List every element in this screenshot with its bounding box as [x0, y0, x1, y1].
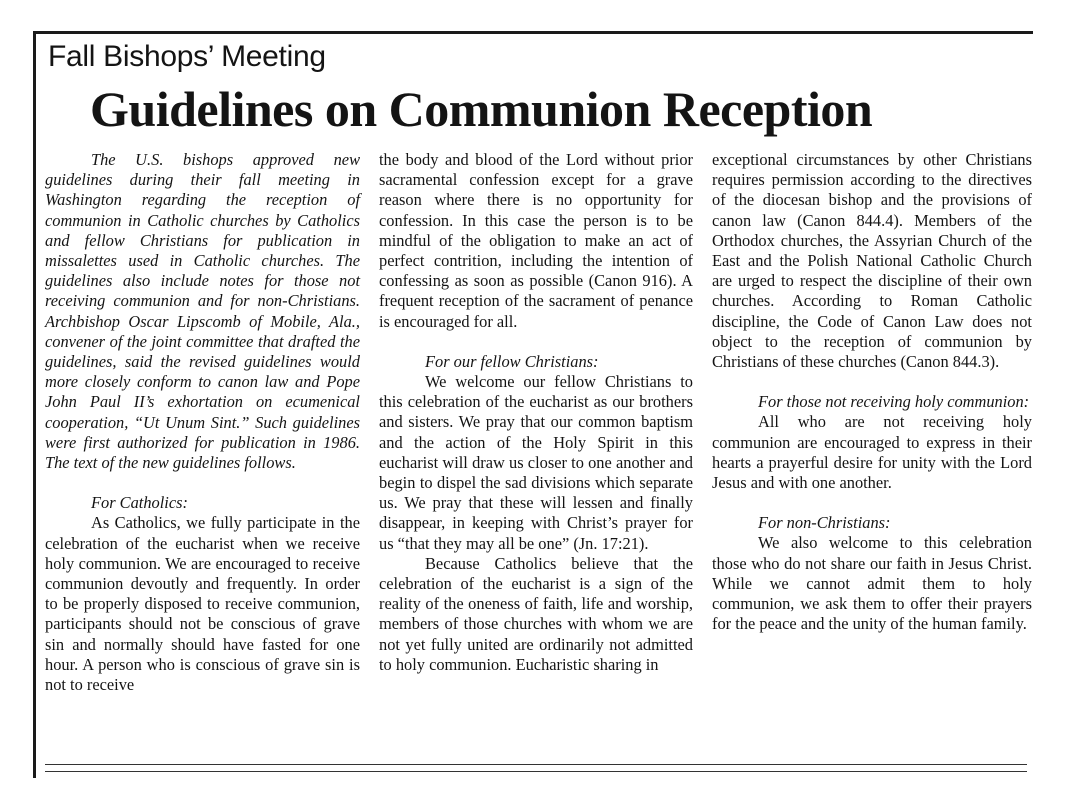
- section-heading-non-christians: For non-Christians:: [758, 513, 891, 533]
- column-3: [712, 150, 1032, 634]
- section-heading-fellow-christians: For our fellow Christians:: [425, 351, 599, 371]
- article-headline: Guidelines on Communion Reception: [90, 81, 873, 137]
- kicker-heading: Fall Bishops’ Meeting: [48, 40, 326, 73]
- top-border-rule: [33, 31, 1033, 34]
- left-border-rule: [33, 31, 36, 778]
- fellow-christians-paragraph-continued: exceptional circumstances by other Christians requires permission according to the directives of the diocesan bishop and the provisions of canon law (Canon 844.4). Members of the Orthodox churches, the Assyrian Church of the East and the Polish National Catholic Church are urged to respect the discipline of their own churches. According to Roman Catholic discipline, the Code of Canon Law does not object to the reception of communion by Christians of these churches (Canon 844.3).: [712, 150, 1032, 372]
- spacer: [379, 332, 693, 352]
- intro-paragraph: The U.S. bishops approved new guidelines during their fall meeting in Washington regarding the reception of communion in Catholic churches by Catholics and fellow Christians for publication in missalettes used in Catholic churches. The guidelines also include notes for those not receiving communion and for non-Christians. Archbishop Oscar Lipscomb of Mobile, Ala., convener of the joint committee that drafted the guidelines, said the revised guidelines would more closely conform to canon law and Pope John Paul II’s exhortation on ecumenical cooperation, “Ut Unum Sint.” Such guidelines were first authorized for publication in 1986. The text of the new guidelines follows.: [45, 150, 360, 473]
- spacer: [712, 372, 1032, 392]
- spacer: [712, 493, 1032, 513]
- not-receiving-paragraph: All who are not receiving holy communion are encouraged to express in their hearts a prayerful desire for unity with the Lord Jesus and with one another.: [712, 412, 1032, 493]
- fellow-christians-paragraph-1: We welcome our fellow Christians to this celebration of the eucharist as our brothers and sisters. We pray that our common baptism and the action of the Holy Spirit in this eucharist will draw us closer to one another and begin to dispel the sad divisions which separate us. We pray that these will lessen and finally disappear, in keeping with Christ’s prayer for us “that they may all be one” (Jn. 17:21).: [379, 372, 693, 553]
- column-2: [379, 150, 693, 675]
- section-heading-not-receiving: For those not receiving holy communion:: [758, 392, 1030, 412]
- non-christians-paragraph: We also welcome to this celebration those who do not share our faith in Jesus Christ. While we cannot admit them to holy communion, we ask them to offer their prayers for the peace and the unity of the human family.: [712, 533, 1032, 634]
- section-heading-catholics: For Catholics:: [91, 493, 188, 513]
- catholics-paragraph: As Catholics, we fully participate in the celebration of the eucharist when we receive holy communion. We are encouraged to receive communion devoutly and frequently. In order to be properly disposed to receive communion, participants should not be conscious of grave sin and normally should have fasted for one hour. A person who is conscious of grave sin is not to receive: [45, 513, 360, 695]
- bottom-rule-upper: [45, 764, 1027, 765]
- fellow-christians-paragraph-2: Because Catholics believe that the celebration of the eucharist is a sign of the reality of the oneness of faith, life and worship, members of those churches with whom we are not yet fully united are ordinarily not admitted to holy communion. Eucharistic sharing in: [379, 553, 693, 674]
- column-1: [45, 150, 360, 695]
- catholics-paragraph-continued: the body and blood of the Lord without prior sacramental confession except for a grave reason where there is no opportunity for confession. In this case the person is to be mindful of the obligation to make an act of perfect contrition, including the intention of confessing as soon as possible (Canon 916). A frequent reception of the sacrament of penance is encouraged for all.: [379, 150, 693, 331]
- spacer: [45, 473, 360, 493]
- bottom-rule-lower: [45, 771, 1027, 772]
